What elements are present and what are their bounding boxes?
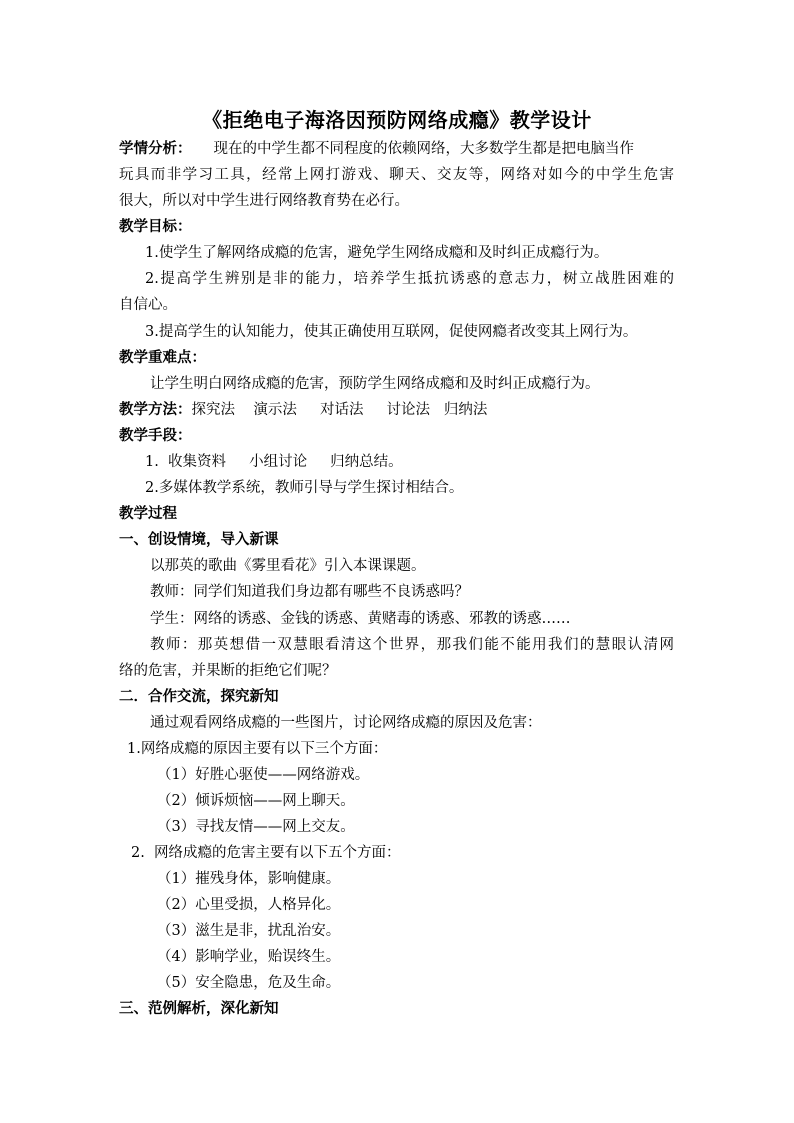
page-title: 《拒绝电子海洛因预防网络成瘾》教学设计 [202, 108, 592, 132]
cause-item: （3）寻找友情——网上交友。 [157, 819, 355, 835]
teaching-goal-2b: 自信心。 [119, 297, 177, 313]
learning-analysis-label: 学情分析： [119, 140, 192, 157]
learning-analysis-text-1: 现在的中学生都不同程度的依赖网络，大多数学生都是把电脑当作 [213, 141, 634, 157]
key-points-text: 让学生明白网络成瘾的危害，预防学生网络成瘾和及时纠正成瘾行为。 [150, 376, 600, 392]
teaching-goal-3: 3.提高学生的认知能力，使其正确使用互联网，促使网瘾者改变其上网行为。 [145, 324, 638, 340]
teaching-goals-label: 教学目标： [119, 218, 192, 235]
teaching-process-label: 教学过程 [119, 505, 177, 522]
learning-analysis-line-1 [119, 139, 674, 159]
cause-item: （1）好胜心驱使——网络游戏。 [157, 767, 370, 783]
section-2-heading: 二．合作交流，探究新知 [119, 688, 279, 705]
section-1-paragraph-2: 教师：同学们知道我们身边都有哪些不良诱惑吗？ [150, 584, 469, 600]
harm-item: （2）心里受损，人格异化。 [157, 897, 341, 913]
teaching-means-label: 教学手段： [119, 427, 192, 444]
section-1-paragraph-1: 以那英的歌曲《雾里看花》引入本课课题。 [150, 558, 426, 574]
section-3-heading: 三、范例解析，深化新知 [119, 1000, 279, 1017]
harm-item: （4）影响学业，贻误终生。 [157, 949, 341, 965]
section-1-paragraph-4b: 络的危害，并果断的拒绝它们呢？ [119, 663, 337, 679]
section-1-paragraph-4a: 教师：那英想借一双慧眼看清这个世界，那我们能不能用我们的慧眼认清网 [150, 637, 674, 653]
harm-item: （5）安全隐患，危及生命。 [157, 975, 341, 991]
section-1-paragraph-3: 学生：网络的诱惑、金钱的诱惑、黄赌毒的诱惑、邪教的诱惑…… [150, 611, 571, 627]
harms-title: 2. 网络成瘾的危害主要有以下五个方面： [131, 845, 401, 861]
teaching-methods-line [119, 400, 487, 420]
learning-analysis-line-2: 玩具而非学习工具，经常上网打游戏、聊天、交友等，网络对如今的中学生危害 [119, 167, 674, 183]
teaching-methods-label: 教学方法： [119, 401, 192, 418]
teaching-methods-text: 探究法 演示法 对话法 讨论法 归纳法 [191, 402, 488, 418]
teaching-means-1: 1. 收集资料 小组讨论 归纳总结。 [145, 454, 403, 470]
teaching-means-2: 2.多媒体教学系统，教师引导与学生探讨相结合。 [145, 480, 464, 496]
causes-title: 1.网络成瘾的原因主要有以下三个方面： [127, 741, 388, 757]
teaching-goal-1: 1.使学生了解网络成瘾的危害，避免学生网络成瘾和及时纠正成瘾行为。 [145, 245, 609, 261]
learning-analysis-line-3: 很大，所以对中学生进行网络教育势在必行。 [119, 193, 409, 209]
teaching-goal-2a: 2.提高学生辨别是非的能力，培养学生抵抗诱惑的意志力，树立战胜困难的 [145, 271, 674, 287]
section-2-intro: 通过观看网络成瘾的一些图片，讨论网络成瘾的原因及危害： [150, 715, 542, 731]
cause-item: （2）倾诉烦恼——网上聊天。 [157, 793, 355, 809]
harm-item: （3）滋生是非，扰乱治安。 [157, 923, 341, 939]
key-points-label: 教学重难点： [119, 349, 206, 366]
harm-item: （1）摧残身体，影响健康。 [157, 871, 341, 887]
section-1-heading: 一、创设情境，导入新课 [119, 531, 279, 548]
